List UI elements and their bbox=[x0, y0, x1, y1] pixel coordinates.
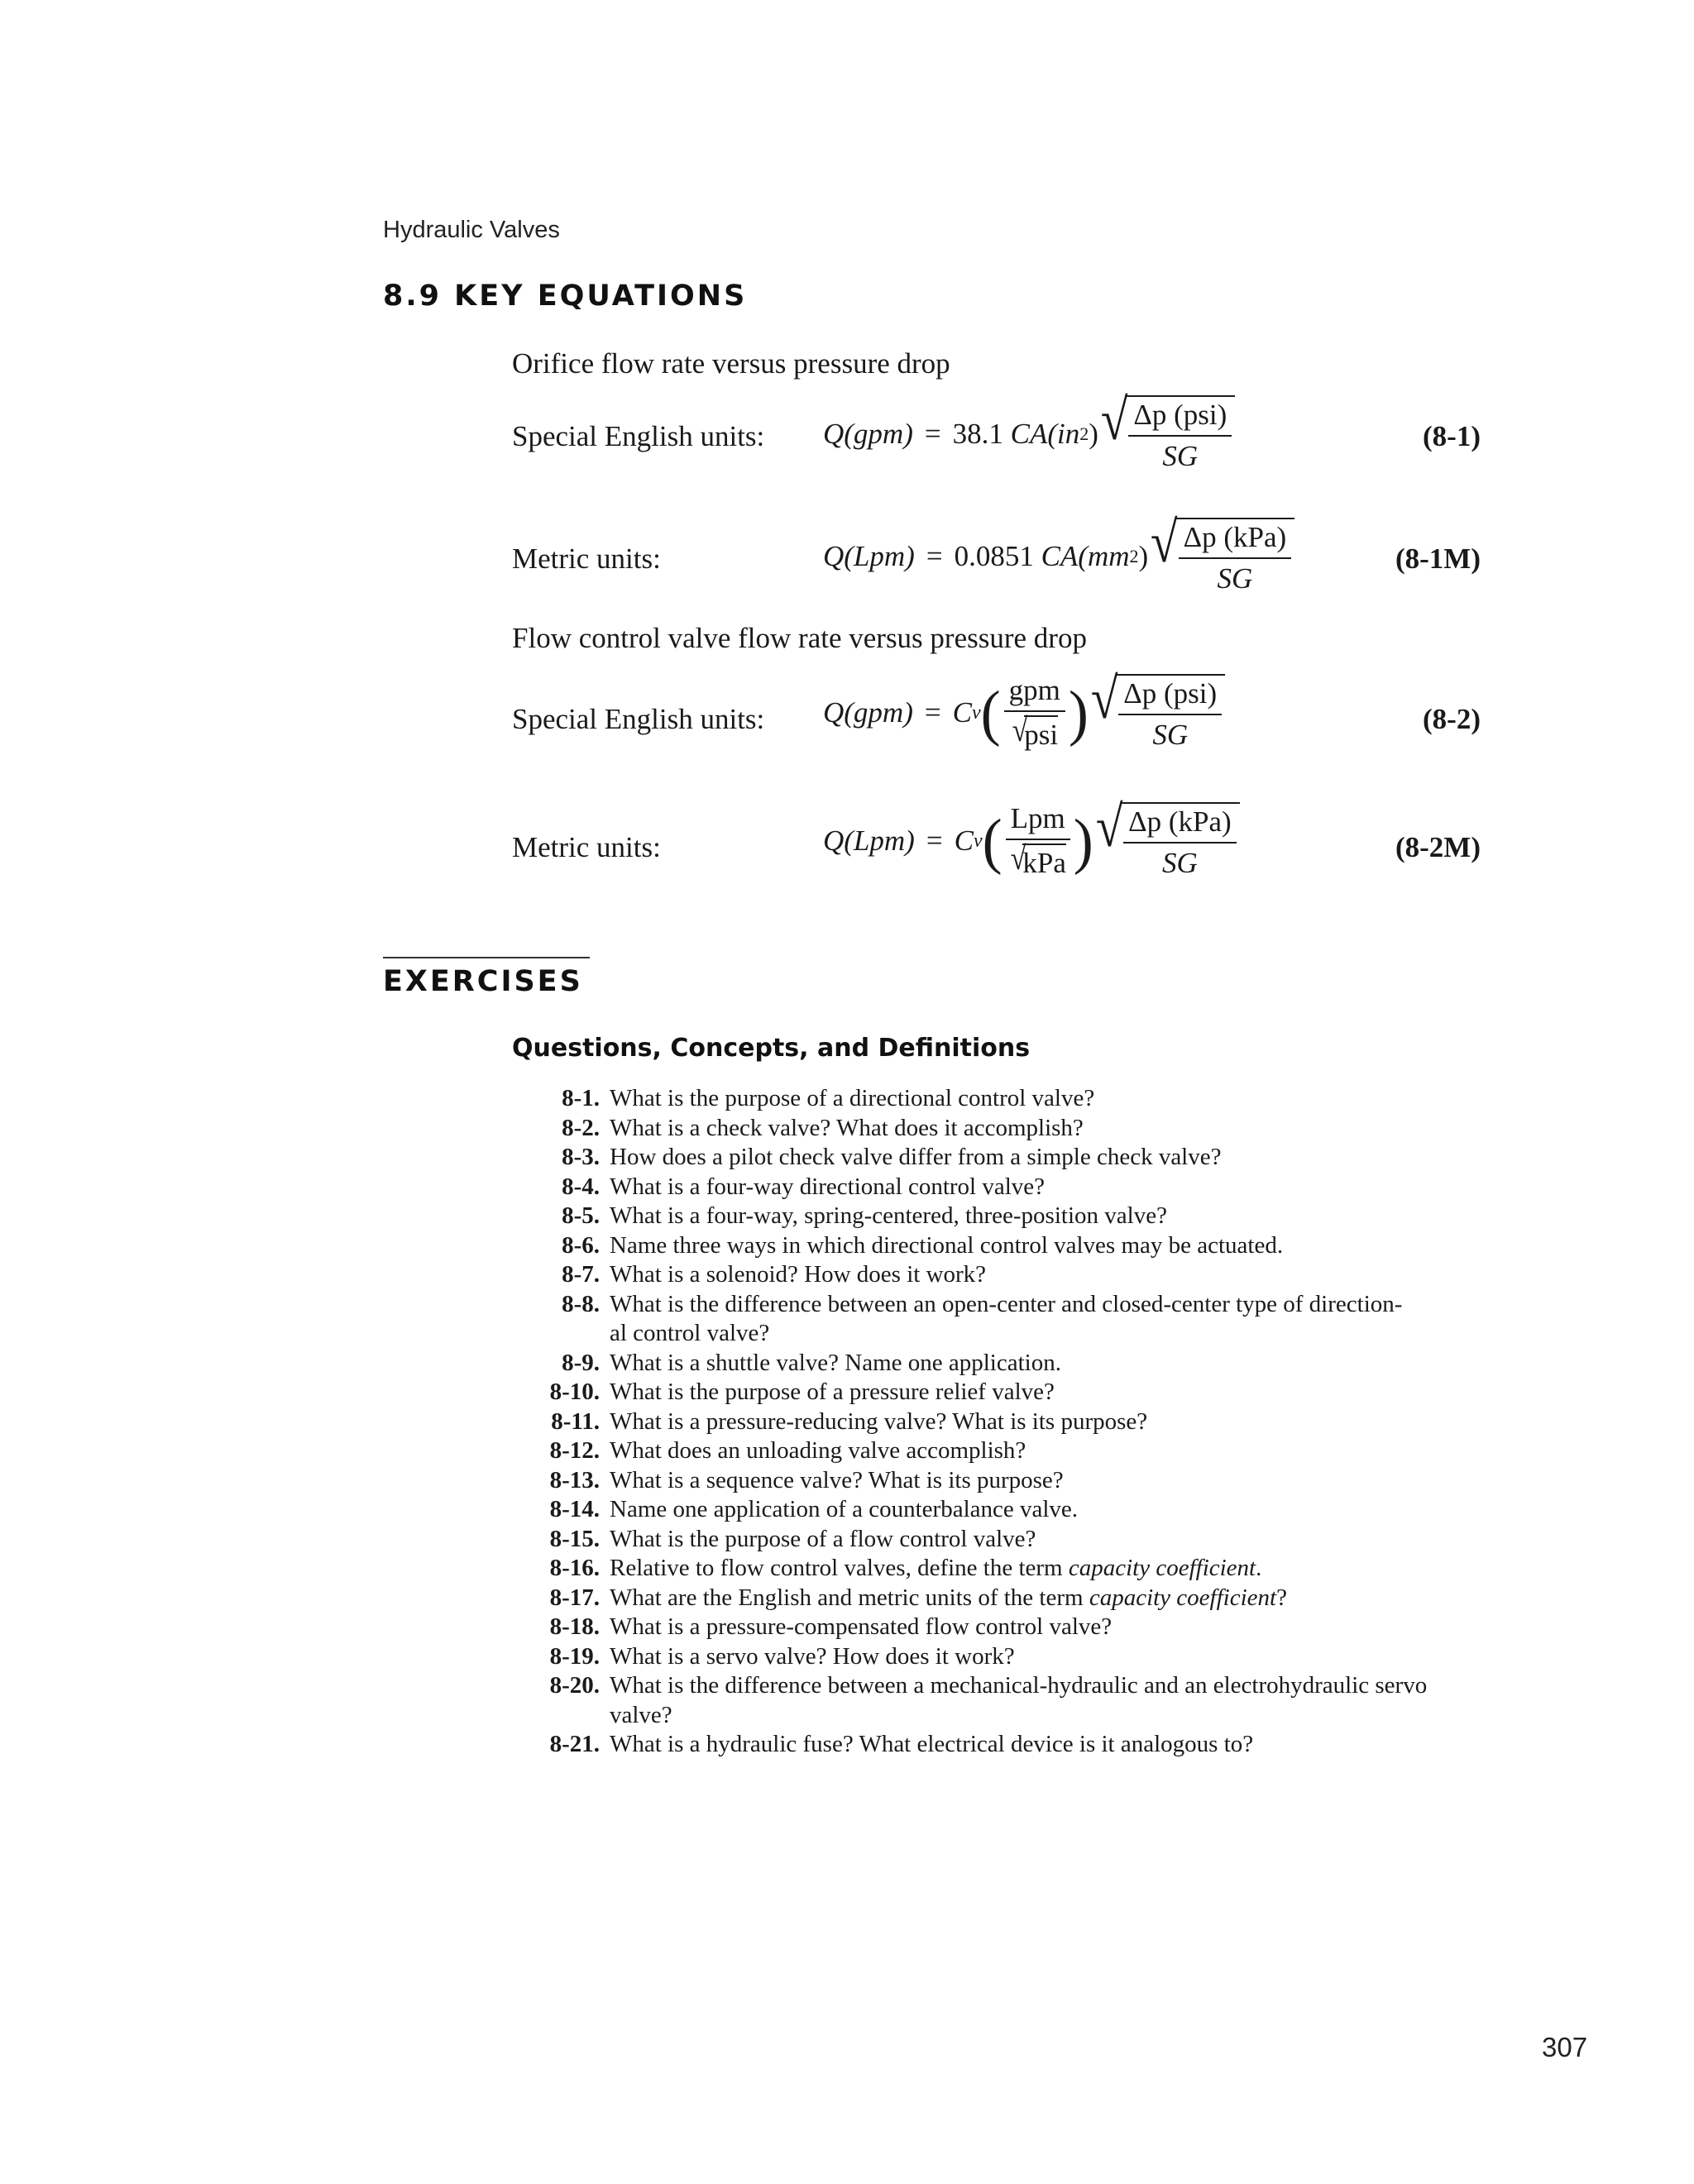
exercises-title: EXERCISES bbox=[383, 965, 583, 998]
square-root: √ $\frac{\text{Δp (psi)}}{SG}$ bbox=[1089, 674, 1225, 753]
question-number: 8-8. bbox=[562, 1290, 600, 1317]
equation-8-1: Q(gpm) = 38.1 CA(in 2 ) √ $\frac{\text{Δp (psi)}}{SG}$ bbox=[823, 395, 1235, 474]
question-text-line: valve? bbox=[610, 1701, 672, 1728]
question-item bbox=[512, 1349, 1480, 1379]
equation-coefficient: 38.1 bbox=[952, 418, 1003, 451]
question-text bbox=[610, 1290, 1480, 1349]
question-text-part: What are the English and metric units of the term bbox=[610, 1584, 1089, 1611]
equation-lhs: Q(Lpm) bbox=[823, 540, 915, 573]
fraction-numerator: Δp (kPa) bbox=[1123, 805, 1237, 843]
question-text: What is a shuttle valve? Name one application. bbox=[610, 1349, 1061, 1376]
question-text bbox=[610, 1554, 1480, 1584]
question-number: 8-17. bbox=[549, 1584, 600, 1611]
page-number: 307 bbox=[1542, 2032, 1588, 2062]
question-text: What is the purpose of a directional control valve? bbox=[610, 1085, 1095, 1111]
question-text-line: al control valve? bbox=[610, 1320, 770, 1346]
fraction-numerator: Δp (kPa) bbox=[1179, 521, 1292, 559]
question-item bbox=[512, 1466, 1480, 1496]
question-text-line: What is the difference between a mechanical-hydraulic and an electrohydraulic servo bbox=[610, 1672, 1428, 1699]
question-text: What is a four-way, spring-centered, three-position valve? bbox=[610, 1202, 1167, 1229]
equation-label: Metric units: bbox=[512, 831, 661, 863]
question-text: Name one application of a counterbalance valve. bbox=[610, 1496, 1079, 1522]
subsection-title: Questions, Concepts, and Definitions bbox=[512, 1034, 1031, 1063]
question-italic-term: capacity coefficient bbox=[1068, 1555, 1256, 1581]
question-text: What is a pressure-compensated flow control valve? bbox=[610, 1613, 1113, 1640]
fraction-numerator: Δp (psi) bbox=[1128, 399, 1232, 437]
equation-area: CA(in bbox=[1010, 418, 1080, 451]
question-text-part: Relative to flow control valves, define the term bbox=[610, 1555, 1069, 1581]
equation-lhs: Q(Lpm) bbox=[823, 824, 915, 858]
section-rule bbox=[383, 957, 590, 958]
question-text: What is a check valve? What does it accomplish? bbox=[610, 1114, 1084, 1141]
question-number: 8-7. bbox=[562, 1261, 600, 1288]
equation-area: CA(mm bbox=[1041, 540, 1130, 573]
question-item bbox=[512, 1084, 1480, 1114]
question-number: 8-18. bbox=[549, 1613, 600, 1640]
equation-lhs: Q(gpm) bbox=[823, 418, 913, 451]
question-text bbox=[610, 1671, 1480, 1730]
question-text: What is a pressure-reducing valve? What is its purpose? bbox=[610, 1407, 1148, 1435]
question-item bbox=[512, 1378, 1480, 1407]
question-number: 8-4. bbox=[562, 1173, 600, 1200]
question-number: 8-12. bbox=[549, 1437, 600, 1464]
equation-number: (8-2M) bbox=[1395, 831, 1481, 863]
question-item bbox=[512, 1730, 1480, 1760]
question-number: 8-19. bbox=[549, 1642, 600, 1670]
unit-denominator: psi bbox=[1024, 715, 1058, 752]
question-item bbox=[512, 1173, 1480, 1202]
fraction-denominator: SG bbox=[1152, 719, 1189, 752]
question-number: 8-3. bbox=[562, 1144, 600, 1170]
section-title: 8.9 KEY EQUATIONS bbox=[383, 280, 748, 313]
unit-denominator: kPa bbox=[1022, 843, 1066, 880]
question-item bbox=[512, 1143, 1480, 1173]
flow-coefficient: C bbox=[954, 824, 974, 858]
question-italic-term: capacity coefficient bbox=[1089, 1584, 1277, 1611]
fraction-denominator: SG bbox=[1217, 562, 1253, 595]
question-item bbox=[512, 1290, 1480, 1349]
question-number: 8-16. bbox=[549, 1555, 600, 1581]
question-item bbox=[512, 1554, 1480, 1584]
question-item bbox=[512, 1436, 1480, 1466]
question-text: What is a sequence valve? What is its purpose? bbox=[610, 1466, 1064, 1493]
equals-sign: = bbox=[924, 696, 941, 729]
question-text-line: What is the difference between an open-center and closed-center type of direction- bbox=[610, 1290, 1403, 1317]
equation-coefficient: 0.0851 bbox=[954, 540, 1034, 573]
question-number: 8-1. bbox=[562, 1085, 600, 1111]
equals-sign: = bbox=[924, 418, 941, 451]
question-item bbox=[512, 1613, 1480, 1642]
unit-numerator: Lpm bbox=[1006, 802, 1070, 840]
question-text-part: . bbox=[1256, 1555, 1262, 1581]
group-heading-orifice: Orifice flow rate versus pressure drop bbox=[512, 347, 950, 380]
question-item bbox=[512, 1495, 1480, 1525]
equation-label: Metric units: bbox=[512, 542, 661, 575]
area-close: ) bbox=[1138, 540, 1149, 573]
question-text: What is a solenoid? How does it work? bbox=[610, 1261, 987, 1288]
question-number: 8-2. bbox=[562, 1114, 600, 1141]
question-item bbox=[512, 1584, 1480, 1613]
question-text-part: ? bbox=[1276, 1584, 1287, 1611]
equals-sign: = bbox=[926, 824, 943, 858]
question-item bbox=[512, 1231, 1480, 1261]
area-close: ) bbox=[1089, 418, 1098, 451]
question-text: What does an unloading valve accomplish? bbox=[610, 1437, 1026, 1464]
fraction-denominator: SG bbox=[1162, 440, 1199, 473]
question-text: What is a servo valve? How does it work? bbox=[610, 1642, 1015, 1670]
question-text: What is the purpose of a pressure relief valve? bbox=[610, 1379, 1055, 1405]
running-head: Hydraulic Valves bbox=[383, 217, 560, 243]
question-number: 8-5. bbox=[562, 1202, 600, 1229]
question-text: What is a four-way directional control valve? bbox=[610, 1173, 1046, 1200]
question-text bbox=[610, 1584, 1480, 1613]
question-number: 8-20. bbox=[549, 1672, 600, 1699]
question-number: 8-15. bbox=[549, 1525, 600, 1552]
question-item bbox=[512, 1642, 1480, 1672]
group-heading-flow-control: Flow control valve flow rate versus pressure drop bbox=[512, 622, 1087, 654]
equation-label: Special English units: bbox=[512, 420, 765, 452]
question-item bbox=[512, 1525, 1480, 1555]
left-paren: ( bbox=[982, 806, 1003, 877]
question-item bbox=[512, 1202, 1480, 1231]
question-text: How does a pilot check valve differ from a simple check valve? bbox=[610, 1144, 1222, 1170]
question-item bbox=[512, 1114, 1480, 1144]
right-paren: ) bbox=[1073, 806, 1093, 877]
square-root: √ $\frac{\text{Δp (psi)}}{SG}$ bbox=[1098, 395, 1235, 474]
question-number: 8-11. bbox=[551, 1407, 600, 1435]
equation-8-2m: Q(Lpm) = C v ( Lpm √ kPa ) √ $\frac{\text{Δp (kPa)}}{SG}$ bbox=[823, 802, 1240, 881]
question-number: 8-13. bbox=[549, 1466, 600, 1493]
square-root: √ $\frac{\text{Δp (kPa)}}{SG}$ bbox=[1093, 802, 1240, 881]
fraction-denominator: SG bbox=[1161, 847, 1198, 880]
equation-8-2: Q(gpm) = C v ( gpm √ psi ) √ $\frac{\text{Δp (psi)}}{SG}$ bbox=[823, 674, 1225, 753]
equation-number: (8-1M) bbox=[1395, 542, 1481, 575]
question-number: 8-21. bbox=[549, 1731, 600, 1757]
question-number: 8-10. bbox=[549, 1379, 600, 1405]
question-text: What is a hydraulic fuse? What electrical device is it analogous to? bbox=[610, 1731, 1254, 1757]
question-item bbox=[512, 1671, 1480, 1730]
equation-number: (8-1) bbox=[1423, 420, 1481, 452]
question-number: 8-9. bbox=[562, 1349, 600, 1376]
fraction-numerator: Δp (psi) bbox=[1118, 677, 1222, 715]
flow-coefficient: C bbox=[952, 696, 972, 729]
equals-sign: = bbox=[926, 540, 943, 573]
question-list bbox=[512, 1084, 1480, 1760]
question-text: What is the purpose of a flow control valve? bbox=[610, 1525, 1036, 1552]
equation-lhs: Q(gpm) bbox=[823, 696, 913, 729]
question-number: 8-14. bbox=[549, 1496, 600, 1522]
question-item bbox=[512, 1260, 1480, 1290]
equation-number: (8-2) bbox=[1423, 703, 1481, 735]
equation-label: Special English units: bbox=[512, 703, 765, 735]
right-paren: ) bbox=[1068, 678, 1089, 748]
equation-8-1m: Q(Lpm) = 0.0851 CA(mm 2 ) √ $\frac{\text{Δp (kPa)}}{SG}$ bbox=[823, 518, 1294, 596]
left-paren: ( bbox=[980, 678, 1001, 748]
question-item bbox=[512, 1407, 1480, 1437]
question-text: Name three ways in which directional control valves may be actuated. bbox=[610, 1231, 1284, 1259]
unit-numerator: gpm bbox=[1004, 674, 1065, 712]
square-root: √ $\frac{\text{Δp (kPa)}}{SG}$ bbox=[1148, 518, 1294, 596]
question-number: 8-6. bbox=[562, 1231, 600, 1259]
